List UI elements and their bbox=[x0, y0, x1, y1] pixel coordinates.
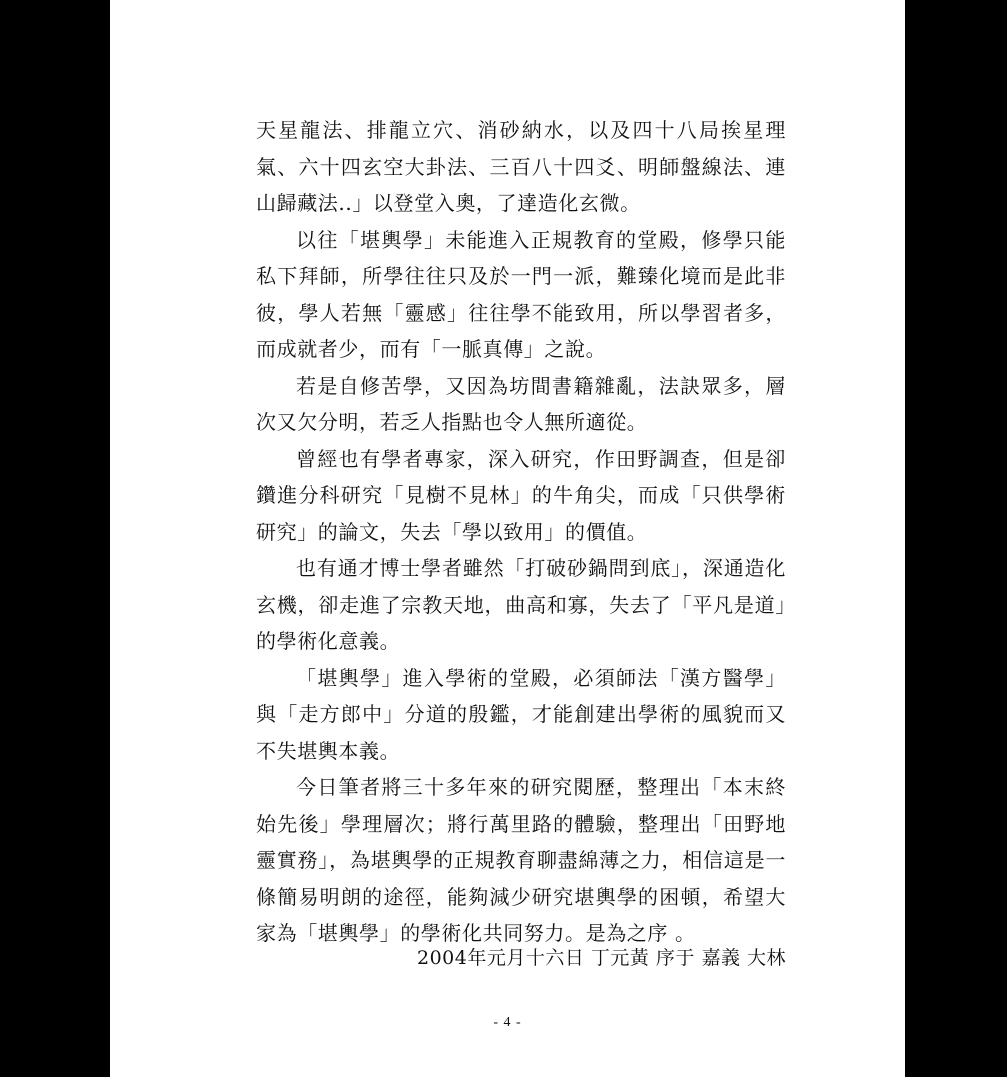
paragraph: 也有通才博士學者雖然「打破砂鍋問到底」，深通造化玄機，卻走進了宗教天地，曲高和寡，失去了「平凡是道」的學術化意義。 bbox=[256, 556, 786, 653]
paragraph: 以往「堪輿學」未能進入正規教育的堂殿，修學只能私下拜師，所學往往只及於一門一派，難臻化境而是此非彼，學人若無「靈感」往往學不能致用，所以學習者多，而成就者少，而有「一脈真傳」之說。 bbox=[256, 227, 786, 361]
document-body bbox=[256, 112, 786, 952]
document-page bbox=[110, 0, 905, 1077]
signature-line: 2004年元月十六日 丁元黃 序于 嘉義 大林 bbox=[416, 947, 786, 969]
paragraph: 今日筆者將三十多年來的研究閱歷，整理出「本末終始先後」學理層次；將行萬里路的體驗，整理出「田野地靈實務」，為堪輿學的正規教育聊盡綿薄之力，相信這是一條簡易明朗的途徑，能夠減少研究堪輿學的困頓，希望大家為「堪輿學」的學術化共同努力。是為之序 。 bbox=[256, 775, 786, 945]
paragraph: 「堪輿學」進入學術的堂殿，必須師法「漢方醫學」與「走方郎中」分道的殷鑑，才能創建出學術的風貌而又不失堪輿本義。 bbox=[256, 665, 786, 763]
page-number: - 4 - bbox=[493, 1015, 522, 1030]
paragraph: 曾經也有學者專家，深入研究，作田野調查，但是卻鑽進分科研究「見樹不見林」的牛角尖，而成「只供學術研究」的論文，失去「學以致用」的價值。 bbox=[256, 446, 786, 544]
paragraph: 天星龍法、排龍立穴、消砂納水，以及四十八局挨星理氣、六十四玄空大卦法、三百八十四爻、明師盤線法、連山歸藏法..」以登堂入奧，了達造化玄微。 bbox=[256, 118, 786, 215]
paragraph: 若是自修苦學，又因為坊間書籍雜亂，法訣眾多，層次又欠分明，若乏人指點也令人無所適從。 bbox=[256, 373, 786, 434]
